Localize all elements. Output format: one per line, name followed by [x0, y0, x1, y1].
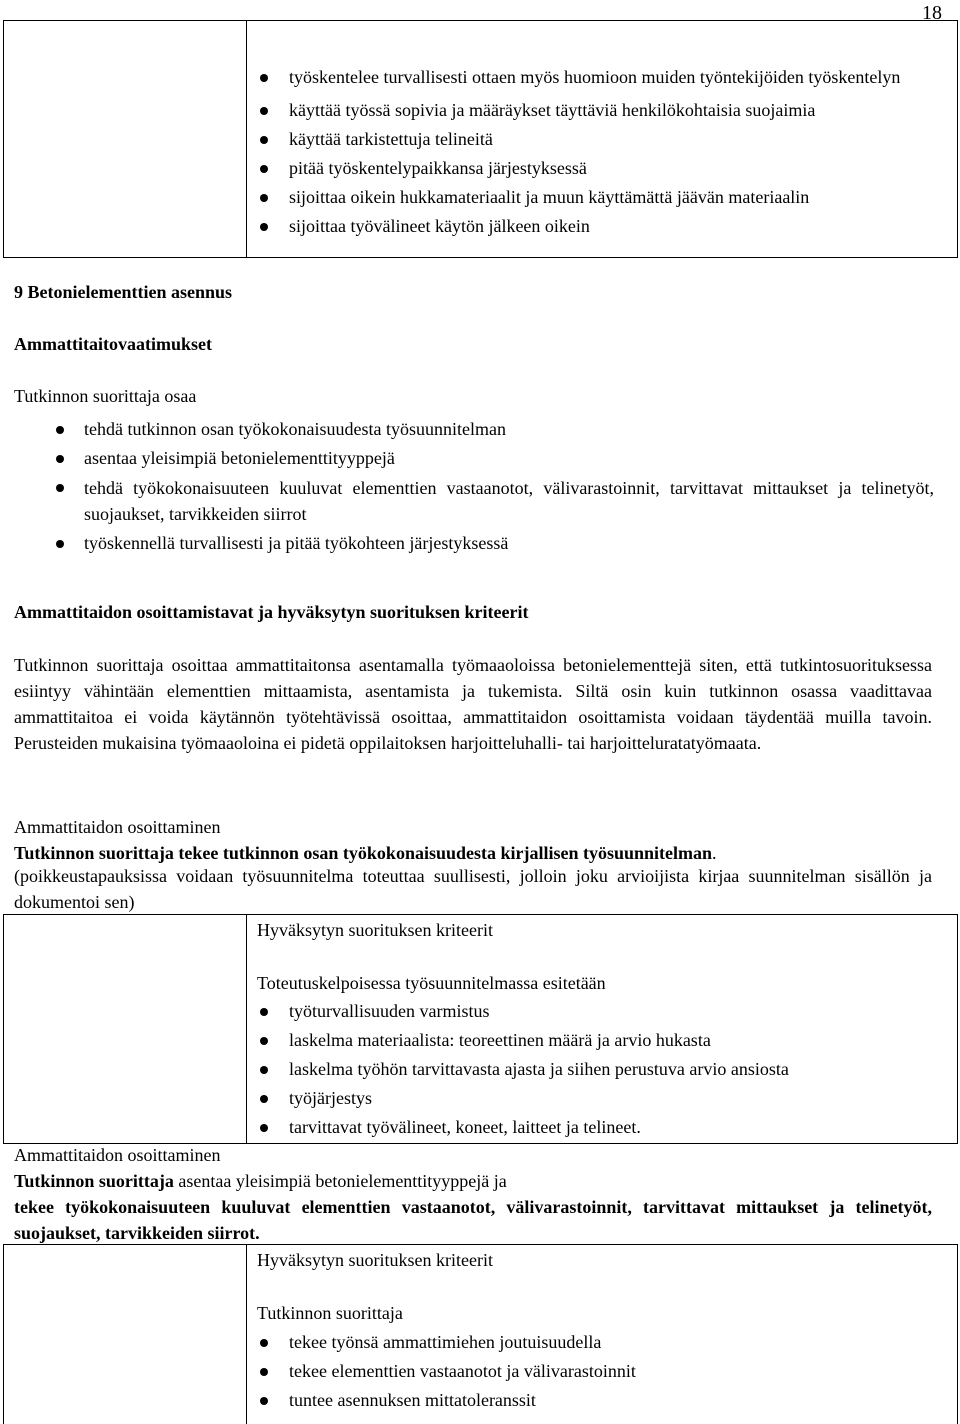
demo2-lead — [14, 1168, 934, 1194]
demo1-task-bold: Tutkinnon suorittaja tekee tutkinnon osan työkokonaisuudesta kirjallisen työsuunnitelman — [14, 843, 713, 863]
list-item: laskelma työhön tarvittavasta ajasta ja siihen perustuva arvio ansiosta — [257, 1055, 947, 1084]
list-item: sijoittaa oikein hukkamateriaalit ja muun käyttämättä jäävän materiaalin — [257, 183, 947, 212]
requirements-intro: Tutkinnon suorittaja osaa — [14, 386, 197, 406]
list-item: työturvallisuuden varmistus — [257, 997, 947, 1026]
methods-heading: Ammattitaidon osoittamistavat ja hyväksytyn suorituksen kriteerit — [14, 602, 529, 622]
section-title: 9 Betonielementtien asennus — [14, 282, 232, 302]
demo1-criteria-table — [3, 914, 958, 1144]
demo2-label: Ammattitaidon osoittaminen — [14, 1145, 221, 1165]
list-item: laskelma materiaalista: teoreettinen määrä ja arvio hukasta — [257, 1026, 947, 1055]
demo1-label: Ammattitaidon osoittaminen — [14, 817, 221, 837]
demo1-task-end: . — [712, 843, 717, 863]
demo1-criteria-intro: Toteutuskelpoisessa työsuunnitelmassa esitetään — [257, 973, 606, 993]
demo2-lead-bold: Tutkinnon suorittaja — [14, 1171, 174, 1191]
list-item: tarvittavat työvälineet, koneet, laitteet ja telineet. — [257, 1113, 947, 1142]
methods-paragraph: Tutkinnon suorittaja osoittaa ammattitaitonsa asentamalla työmaaoloissa betonielementtejä siten, että tutkintosuorituksessa esiintyy vähintään elementtien mittaamista, asentamista ja tukemista. Siltä osin kuin tutkinnon osassa vaadittavaa ammattitaitoa ei voida käytännön työtehtävissä osoittaa, ammattitaidon osoittamista voidaan täydentää muilla tavoin. Perusteiden mukaisina työmaaoloina ei pidetä oppilaitoksen harjoitteluhalli- tai harjoitteluratatyömaata. — [14, 655, 932, 753]
top-table — [3, 20, 958, 258]
list-item: työskentelee turvallisesti ottaen myös huomioon muiden työntekijöiden työskentelyn — [257, 63, 947, 96]
demo2-criteria-heading: Hyväksytyn suorituksen kriteerit — [257, 1250, 493, 1270]
list-item: työjärjestys — [257, 1084, 947, 1113]
list-item: tuntee asennuksen mittatoleranssit — [257, 1386, 947, 1415]
list-item: pitää työskentelypaikkansa järjestyksessä — [257, 154, 947, 183]
list-item: tehdä tutkinnon osan työkokonaisuudesta työsuunnitelman — [14, 415, 934, 444]
demo1-criteria-heading: Hyväksytyn suorituksen kriteerit — [257, 920, 493, 940]
top-table-bullet-list — [257, 63, 947, 241]
demo1-criteria-list — [257, 997, 947, 1142]
requirements-heading: Ammattitaitovaatimukset — [14, 334, 212, 354]
requirements-list — [14, 415, 934, 558]
list-item: asentaa yleisimpiä betonielementtityyppejä — [14, 444, 934, 473]
list-item: tekee elementtien vastaanotot ja välivarastoinnit — [257, 1357, 947, 1386]
list-item: käyttää työssä sopivia ja määräykset täyttäviä henkilökohtaisia suojaimia — [257, 96, 947, 125]
list-item: työskennellä turvallisesti ja pitää työkohteen järjestyksessä — [14, 529, 934, 558]
demo2-lead-rest: asentaa yleisimpiä betonielementtityyppejä ja — [173, 1171, 507, 1191]
page-number: 18 — [922, 2, 942, 24]
list-item: sijoittaa työvälineet käytön jälkeen oikein — [257, 212, 947, 241]
demo1-note: (poikkeustapauksissa voidaan työsuunnitelma toteuttaa suullisesti, jolloin joku arvioijista kirjaa suunnitelman sisällön ja dokumentoi sen) — [14, 866, 932, 912]
list-item: tekee työnsä ammattimiehen joutuisuudella — [257, 1328, 947, 1357]
demo2-criteria-table — [3, 1244, 958, 1424]
list-item: käyttää tarkistettuja telineitä — [257, 125, 947, 154]
list-item: tehdä työkokonaisuuteen kuuluvat elementtien vastaanotot, välivarastoinnit, tarvittavat mittaukset ja telinetyöt, suojaukset, tarvikkeiden siirrot — [14, 473, 934, 529]
demo2-criteria-intro: Tutkinnon suorittaja — [257, 1303, 403, 1323]
demo2-criteria-list — [257, 1328, 947, 1415]
demo2-task: tekee työkokonaisuuteen kuuluvat elementtien vastaanotot, välivarastoinnit, tarvittavat mittaukset ja telinetyöt, suojaukset, tarvikkeiden siirrot. — [14, 1197, 932, 1243]
